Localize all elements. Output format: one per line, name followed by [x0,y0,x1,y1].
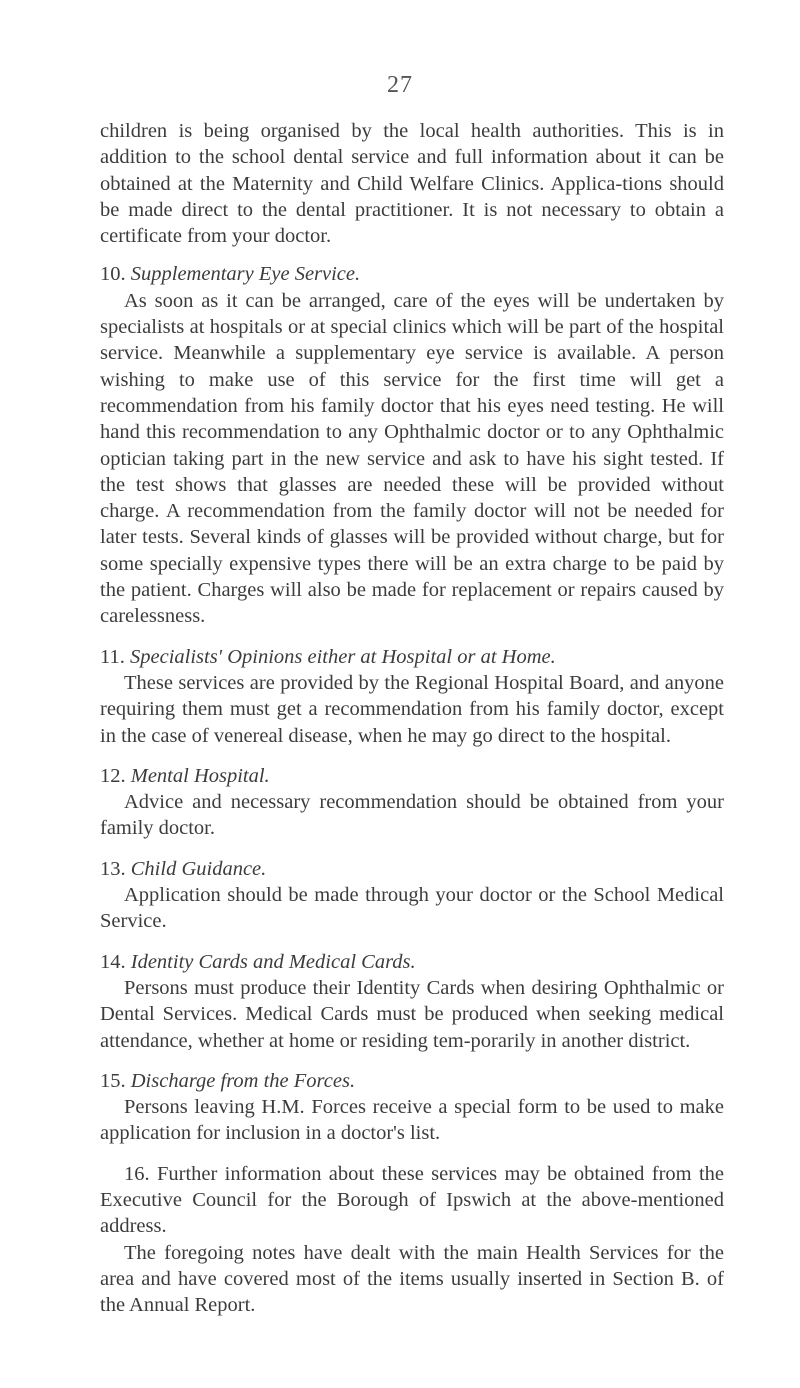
section-title: Child Guidance. [130,857,267,880]
section-number: 15. [100,1069,126,1092]
page-number: 27 [387,72,413,98]
section-text: Advice and necessary recommendation should be obtained from your family doctor. [100,791,724,840]
section-text: These services are provided by the Regional Hospital Board, and anyone requiring them must get a recommendation from his family doctor, except in the case of venereal disease, when he may go direct to the hospital. [100,671,724,747]
section-text: Application should be made through your doctor or the School Medical Service. [100,884,724,933]
section-heading [100,949,724,975]
section-title: Supplementary Eye Service. [130,263,361,286]
section-text: Persons must produce their Identity Cards when desiring Ophthalmic or Dental Services. Medical Cards must be produced when seeking medical attendance, whether at home or residing tem-porarily in another district. [100,976,724,1052]
section-heading [100,856,724,882]
section-number: 13. [100,857,126,880]
section-further-information [100,1161,724,1319]
section-title: Identity Cards and Medical Cards. [130,950,416,973]
closing-paragraph: The foregoing notes have dealt with the main Health Services for the area and have covered most of the items usually inserted in Section B. of the Annual Report. [100,1241,724,1317]
intro-paragraph: children is being organised by the local health authorities. This is in addition to the school dental service and full information about it can be obtained at the Maternity and Child Welfare Clinics. Applica-tions should be made direct to the dental practitioner. It is not necessary to obtain a certificate from your doctor. [100,120,724,248]
section-child-guidance [100,856,724,935]
further-information-paragraph: 16. Further information about these services may be obtained from the Executive Council for the Borough of Ipswich at the above-mentioned address. [100,1162,724,1238]
section-number: 11. [100,645,125,668]
section-text: Persons leaving H.M. Forces receive a special form to be used to make application for inclusion in a doctor's list. [100,1096,724,1145]
page-body [100,118,724,1318]
section-discharge-from-forces [100,1068,724,1147]
section-mental-hospital [100,763,724,842]
section-supplementary-eye-service [100,261,724,629]
section-title: Discharge from the Forces. [130,1069,356,1092]
section-title: Specialists' Opinions either at Hospital or at Home. [130,645,556,668]
section-title: Mental Hospital. [130,764,270,787]
section-heading [100,644,724,670]
section-number: 10. [100,263,126,286]
section-heading [100,1068,724,1094]
section-heading [100,763,724,789]
section-number: 14. [100,950,126,973]
section-text: As soon as it can be arranged, care of the eyes will be undertaken by specialists at hospitals or at special clinics which will be part of the hospital service. Meanwhile a supplementary eye service is available. A person wishing to make use of this service for the first time will get a recommendation from his family doctor that his eyes need testing. He will hand this recommendation to any Ophthalmic doctor or to any Ophthalmic optician taking part in the new service and ask to have his sight tested. If the test shows that glasses are needed these will be provided without charge. A recommendation from the family doctor will not be needed for later tests. Several kinds of glasses will be provided without charge, but for some specially expensive types there will be an extra charge to be paid by the patient. Charges will also be made for replacement or repairs caused by carelessness. [100,289,724,628]
section-specialists-opinions [100,644,724,749]
section-heading [100,261,724,287]
section-number: 12. [100,764,126,787]
section-identity-and-medical-cards [100,949,724,1054]
